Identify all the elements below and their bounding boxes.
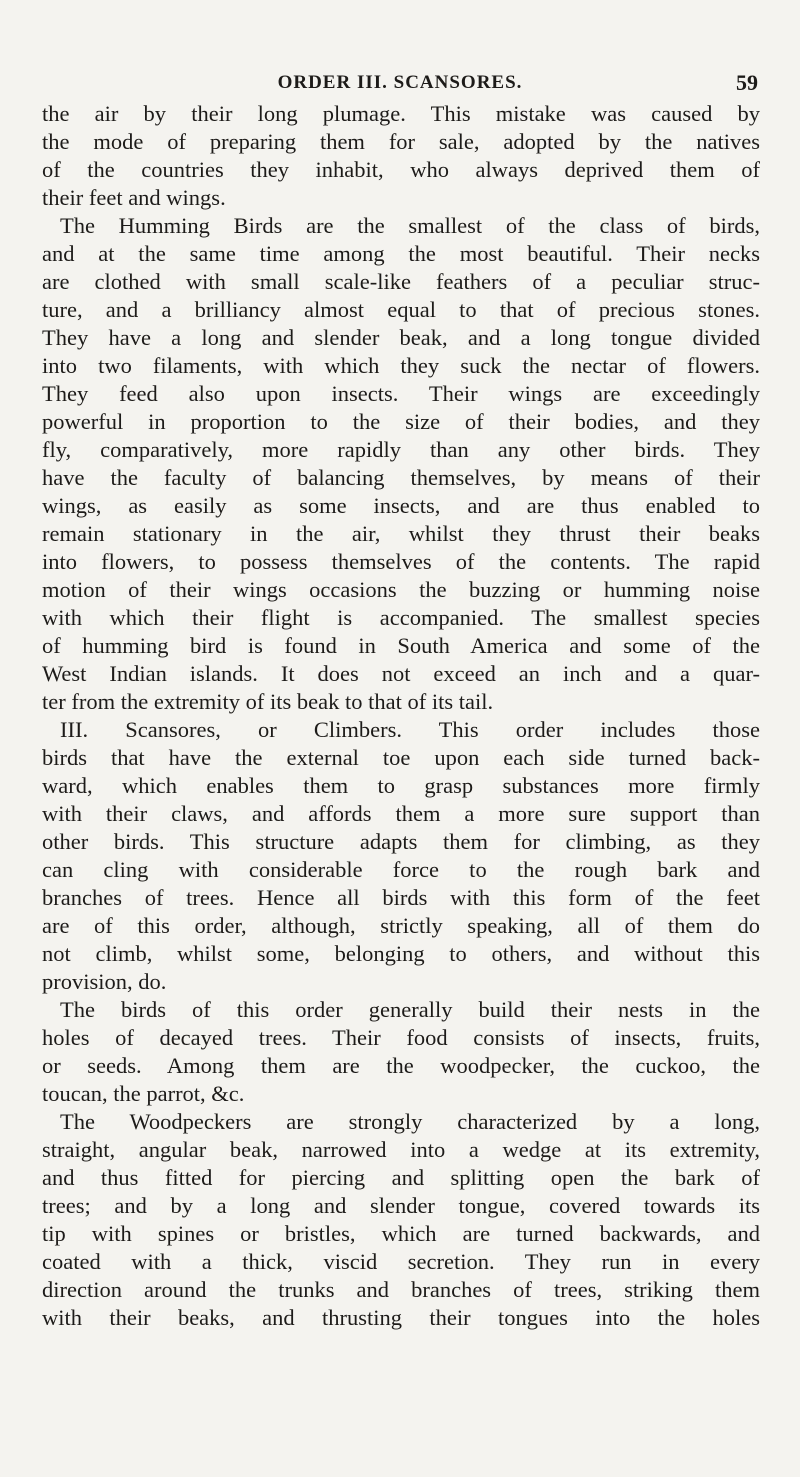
body-text [42,100,760,1332]
text-line: powerful in proportion to the size of their bodies, and they [42,409,760,434]
text-line: with their beaks, and thrusting their tongues into the holes [42,1305,760,1330]
text-line: direction around the trunks and branches of trees, striking them [42,1277,760,1302]
text-line: are clothed with small scale-like feathers of a peculiar struc- [42,269,760,294]
running-header [42,72,758,96]
page-number: 59 [736,70,758,95]
text-line: branches of trees. Hence all birds with this form of the feet [42,885,760,910]
text-line: ter from the extremity of its beak to that of its tail. [42,689,494,714]
text-line: motion of their wings occasions the buzzing or humming noise [42,577,760,602]
text-line: with which their flight is accompanied. The smallest species [42,605,760,630]
text-line: other birds. This structure adapts them for climbing, as they [42,829,760,854]
text-line: the air by their long plumage. This mistake was caused by [42,101,760,126]
text-line: The Humming Birds are the smallest of the class of birds, [60,213,760,238]
text-line: trees; and by a long and slender tongue, covered towards its [42,1193,760,1218]
text-line: into flowers, to possess themselves of the contents. The rapid [42,549,760,574]
chapter-heading: ORDER III. SCANSORES. [277,72,523,93]
text-line: ward, which enables them to grasp substances more firmly [42,773,760,798]
text-line: are of this order, although, strictly speaking, all of them do [42,913,760,938]
text-line: into two filaments, with which they suck the nectar of flowers. [42,353,760,378]
text-line: and at the same time among the most beautiful. Their necks [42,241,760,266]
text-line: birds that have the external toe upon each side turned back- [42,745,760,770]
text-line: West Indian islands. It does not exceed an inch and a quar- [42,661,760,686]
text-line: ture, and a brilliancy almost equal to that of precious stones. [42,297,760,322]
text-line: The birds of this order generally build their nests in the [60,997,760,1022]
text-line: provision, do. [42,969,167,994]
text-line: and thus fitted for piercing and splitting open the bark of [42,1165,760,1190]
text-line: wings, as easily as some insects, and are thus enabled to [42,493,760,518]
text-line: The Woodpeckers are strongly characterized by a long, [60,1109,760,1134]
text-line: or seeds. Among them are the woodpecker, the cuckoo, the [42,1053,760,1078]
text-line: have the faculty of balancing themselves, by means of their [42,465,760,490]
text-line: can cling with considerable force to the rough bark and [42,857,760,882]
text-line: of humming bird is found in South America and some of the [42,633,760,658]
text-line: their feet and wings. [42,185,226,210]
section-heading-line: III. Scansores, or Climbers. This order includes those [60,717,760,742]
text-line: remain stationary in the air, whilst they thrust their beaks [42,521,760,546]
text-line: They have a long and slender beak, and a long tongue divided [42,325,760,350]
text-line: of the countries they inhabit, who always deprived them of [42,157,760,182]
text-line: straight, angular beak, narrowed into a wedge at its extremity, [42,1137,760,1162]
text-line: the mode of preparing them for sale, adopted by the natives [42,129,760,154]
text-line: They feed also upon insects. Their wings are exceedingly [42,381,760,406]
text-line: fly, comparatively, more rapidly than any other birds. They [42,437,760,462]
text-line: with their claws, and affords them a more sure support than [42,801,760,826]
text-line: holes of decayed trees. Their food consists of insects, fruits, [42,1025,760,1050]
text-line: not climb, whilst some, belonging to others, and without this [42,941,760,966]
text-line: coated with a thick, viscid secretion. They run in every [42,1249,760,1274]
text-line: toucan, the parrot, &c. [42,1081,245,1106]
text-line: tip with spines or bristles, which are turned backwards, and [42,1221,760,1246]
